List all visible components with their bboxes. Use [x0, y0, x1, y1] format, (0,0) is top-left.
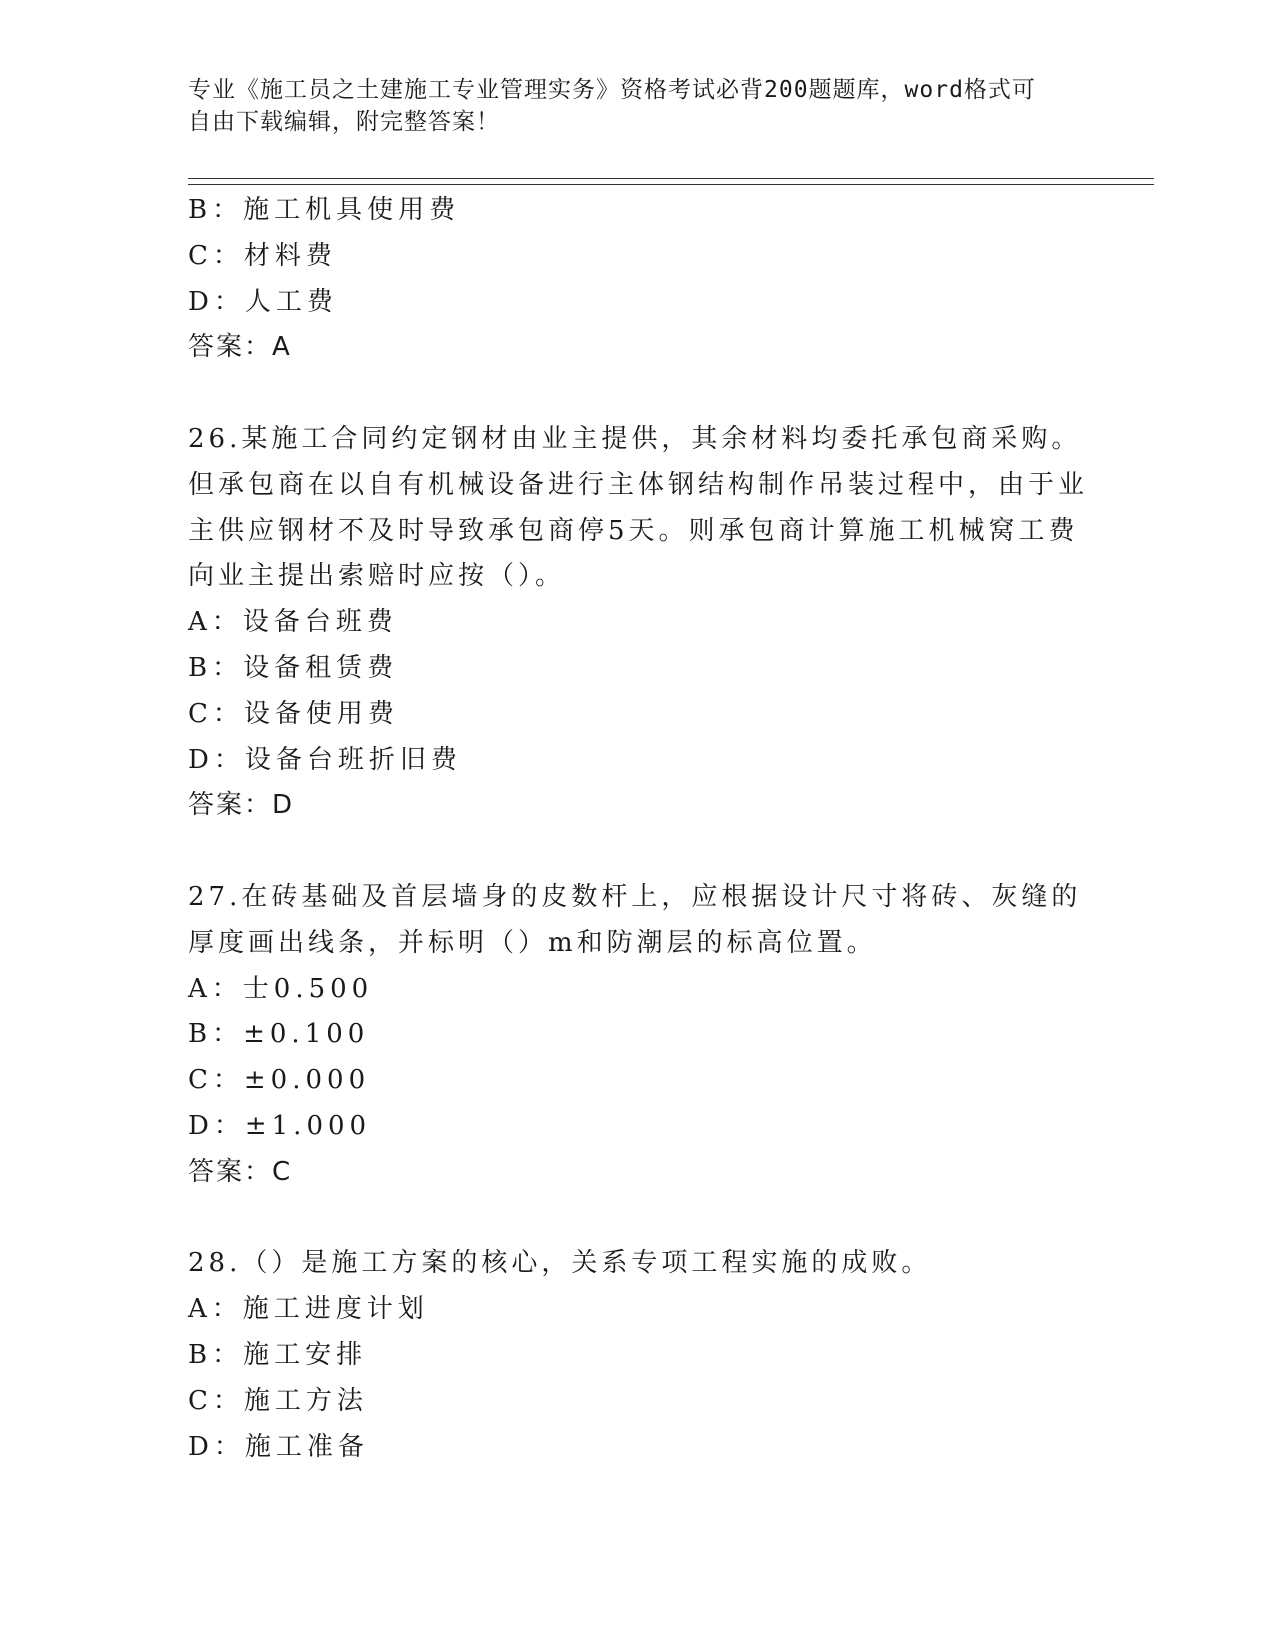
- question-27-block: [188, 875, 1088, 1196]
- answer-line: 答案：C: [188, 1156, 293, 1187]
- option-d: D：设备台班折旧费: [188, 744, 462, 775]
- option-c: C：±0.000: [188, 1065, 371, 1096]
- header-line-2: 自由下载编辑，附完整答案！: [188, 109, 500, 135]
- header-double-rule: [188, 178, 1154, 185]
- question-text: 26.某施工合同约定钢材由业主提供，其余材料均委托承包商采购。但承包商在以自有机械设备进行主体钢结构制作吊装过程中，由于业主供应钢材不及时导致承包商停5天。则承包商计算施工机械窝工费向业主提出索赔时应按（）。: [188, 423, 1089, 592]
- option-b: B：±0.100: [188, 1019, 370, 1050]
- page-header: [188, 74, 1068, 138]
- question-text: 27.在砖基础及首层墙身的皮数杆上，应根据设计尺寸将砖、灰缝的厚度画出线条，并标明（）m和防潮层的标高位置。: [188, 881, 1082, 958]
- option-b: B：施工安排: [188, 1339, 368, 1370]
- answer-line: 答案：A: [188, 332, 292, 363]
- question-text: 28.（）是施工方案的核心，关系专项工程实施的成败。: [188, 1248, 932, 1279]
- option-a: A：士0.500: [188, 973, 374, 1004]
- question-28-block: [188, 1241, 1088, 1470]
- option-d: D：施工准备: [188, 1431, 369, 1462]
- answer-line: 答案：D: [188, 790, 295, 821]
- prev-question-block: [188, 188, 1088, 371]
- option-d: D：±1.000: [188, 1110, 372, 1141]
- question-26-block: [188, 417, 1088, 829]
- option-c: C：设备使用费: [188, 698, 399, 729]
- option-a: A：设备台班费: [188, 607, 398, 638]
- document-body: [188, 188, 1088, 1470]
- header-line-1: 专业《施工员之土建施工专业管理实务》资格考试必背200题题库，word格式可: [188, 77, 1036, 103]
- option-a: A：施工进度计划: [188, 1294, 429, 1325]
- option-c: C：材料费: [188, 240, 337, 271]
- option-c: C：施工方法: [188, 1385, 368, 1416]
- option-d: D：人工费: [188, 286, 338, 317]
- option-b: B：施工机具使用费: [188, 195, 461, 225]
- option-b: B：设备租赁费: [188, 652, 399, 683]
